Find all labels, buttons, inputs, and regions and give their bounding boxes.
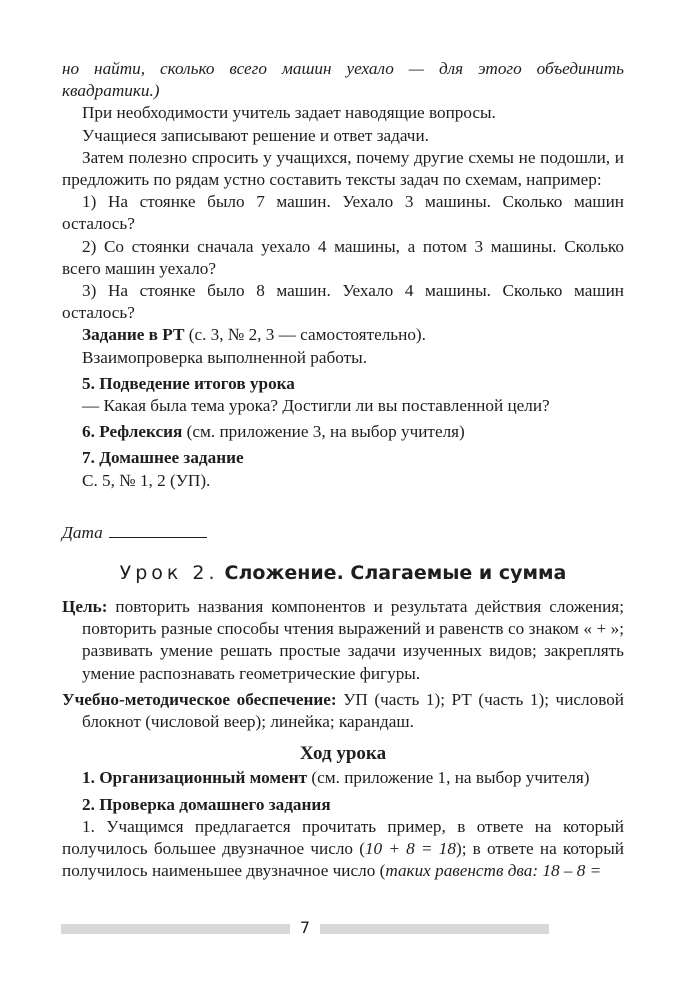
hw-check-paragraph (62, 816, 624, 883)
lesson-number: Урок 2. (119, 562, 219, 585)
date-field (62, 522, 624, 544)
equation: 10 + 8 = 18 (364, 839, 456, 859)
materials-text: УП (часть 1); РТ (часть 1); числовой блокнот (числовой веер); линейка; карандаш. (82, 689, 624, 732)
progress-heading: Ход урока (299, 743, 387, 765)
rt-task (62, 324, 624, 346)
lesson-name: Сложение. Слагаемые и сумма (224, 562, 567, 585)
step-title: 2. Проверка домашнего задания (82, 794, 331, 814)
date-blank-line (109, 523, 207, 538)
task-item: 1) На стоянке было 7 машин. Уехало 3 машины. Сколько машин осталось? (62, 192, 624, 234)
paragraph: С. 5, № 1, 2 (УП). (82, 470, 211, 490)
step-inline: (см. приложение 1, на выбор учителя) (307, 768, 590, 788)
italic-run: таких равенств два: 18 – 8 = (385, 861, 602, 881)
page-number: 7 (299, 918, 311, 937)
section-title: 6. Рефлексия (82, 422, 183, 442)
materials-label: Учебно-методическое обеспечение: (62, 689, 337, 709)
section-title: 5. Подведение итогов урока (82, 373, 295, 393)
date-label: Дата (62, 522, 103, 542)
text-run: ); в ответе на который получилось наименьшее двузначное число ( (62, 839, 624, 881)
lesson-title (62, 560, 624, 586)
goal-label: Цель: (62, 597, 108, 617)
italic-continuation: но найти, сколько всего машин уехало — для этого объединить квадратики.) (62, 59, 624, 101)
paragraph: Затем полезно спросить у учащихся, почему другие схемы не подошли, и предложить по рядам устно составить тексты задач по схемам, например: (62, 147, 624, 190)
lesson-goal (62, 596, 624, 685)
paragraph: — Какая была тема урока? Достигли ли вы поставленной цели? (82, 396, 550, 416)
task-item: 3) На стоянке было 8 машин. Уехало 4 машины. Сколько машин осталось? (62, 281, 624, 323)
section-title: 7. Домашнее задание (82, 448, 244, 468)
rt-task-label: Задание в РТ (82, 325, 185, 345)
footer-bar-right (320, 924, 549, 934)
paragraph: При необходимости учитель задает наводящие вопросы. (82, 103, 496, 123)
section-reflection (62, 421, 624, 443)
paragraph: Взаимопроверка выполненной работы. (82, 347, 367, 367)
section-inline: (см. приложение 3, на выбор учителя) (182, 422, 465, 442)
task-item: 2) Со стоянки сначала уехало 4 машины, а потом 3 машины. Сколько всего машин уехало? (62, 236, 624, 278)
page-footer (61, 918, 624, 937)
text-run: 1. Учащимся предлагается прочитать пример, в ответе на который получилось большее двузначное число ( (62, 816, 624, 859)
rt-task-detail: (с. 3, № 2, 3 — самостоятельно). (184, 325, 426, 345)
step-item (62, 767, 624, 789)
lesson-materials (62, 689, 624, 733)
footer-bar-left (61, 924, 290, 934)
step-title: 1. Организационный момент (82, 768, 308, 788)
document-page (62, 58, 624, 883)
paragraph: Учащиеся записывают решение и ответ задачи. (82, 125, 429, 145)
goal-text: повторить названия компонентов и результата действия сложения; повторить разные способы чтения выражений и равенств со знаком « + »; развивать умение решать простые задачи изученных видов; закреплять умение распознавать геометрические фигуры. (82, 597, 624, 683)
